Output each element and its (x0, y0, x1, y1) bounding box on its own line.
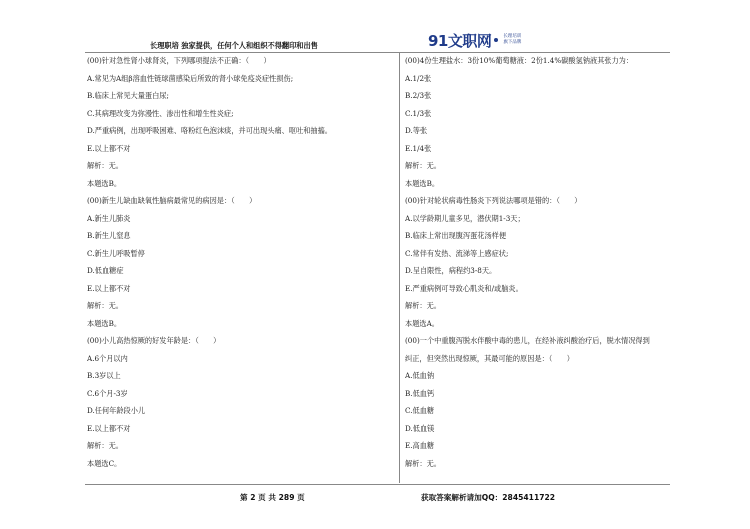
question-stem-line-2: 纠正，但突然出现惊厥，其最可能的原因是：（ ） (405, 353, 574, 363)
option-d: D.等张 (405, 126, 428, 135)
option-e: E.严重病例可导致心肌炎和/或脑炎。 (405, 283, 523, 293)
page-number: 第 2 页 共 289 页 (240, 493, 305, 502)
logo-tagline-1: 长理培训 (503, 34, 522, 39)
answer: 本题选B。 (405, 178, 440, 188)
option-a: A.6个月以内 (87, 353, 128, 363)
answer: 本题选B。 (87, 178, 122, 188)
logo-wordmark: 91文职网 (428, 31, 492, 50)
analysis: 解析：无。 (87, 301, 123, 310)
analysis: 解析：无。 (405, 458, 441, 468)
right-column (405, 52, 673, 472)
answer: 本题选C。 (87, 458, 122, 468)
option-d: D.低血糖症 (87, 266, 124, 275)
option-c: C.常伴有发热、流涕等上感症状; (405, 248, 509, 258)
option-d: D.低血镁 (405, 423, 435, 433)
option-b: B.2/3张 (405, 91, 432, 100)
option-a: A.1/2张 (405, 73, 432, 83)
question-stem: (00)针对轮状病毒性肠炎下列说法哪项是错的：（ ） (405, 196, 582, 205)
option-b: B.3岁以上 (87, 371, 121, 380)
option-e: E.高血糖 (405, 441, 435, 450)
option-a: A.低血钠 (405, 371, 435, 380)
option-c: C.1/3张 (405, 108, 432, 118)
logo-dot-icon (494, 38, 498, 42)
analysis: 解析：无。 (405, 301, 441, 310)
question-stem: (00)针对急性肾小球肾炎，下列哪项提法不正确：（ ） (87, 56, 271, 65)
analysis: 解析：无。 (405, 161, 441, 170)
footer-contact: 获取答案解析请加QQ：2845411722 (421, 493, 556, 502)
option-e: E.以上都不对 (87, 143, 131, 153)
column-divider (399, 53, 400, 483)
option-a: A.以学龄期儿童多见，潜伏期1-3天； (405, 213, 525, 223)
option-c: C.低血糖 (405, 406, 435, 415)
analysis: 解析：无。 (87, 441, 123, 450)
option-e: E.以上都不对 (87, 283, 131, 293)
answer: 本题选A。 (405, 318, 439, 328)
footer-rule (85, 484, 670, 485)
option-c: C.新生儿呼吸暂停 (87, 248, 145, 258)
option-d: D.任何年龄段小儿 (87, 406, 146, 415)
option-b: B.临床上常出现腹泻蛋花汤样便 (405, 231, 507, 240)
header-notice: 长理职培 独家提供，任何个人和组织不得翻印和出售 (150, 41, 318, 50)
option-a: A.常见为A组β溶血性链球菌感染后所致的肾小球免疫炎症性损伤; (87, 73, 294, 83)
option-b: B.新生儿窒息 (87, 231, 131, 240)
question-stem-line-1: (00)一个中重腹泻脱水伴酸中毒的患儿，在经补液纠酸治疗后，脱水情况得到 (405, 336, 650, 345)
option-d: D.呈自限性，病程约3-8天。 (405, 266, 497, 275)
left-column (87, 52, 392, 472)
option-b: B.临床上常见大量蛋白尿; (87, 91, 169, 100)
logo-tagline (503, 34, 521, 46)
answer: 本题选B。 (87, 318, 122, 328)
option-a: A.新生儿肺炎 (87, 213, 131, 223)
question-stem: (00)4份生理盐水：3份10%葡萄糖液：2份1.4%碳酸氢钠液其张力为： (405, 56, 634, 65)
option-b: B.低血钙 (405, 388, 435, 398)
question-stem: (00)新生儿缺血缺氧性脑病最常见的病因是：（ ） (87, 196, 257, 205)
option-c: C.其病理改变为弥漫性、渗出性和增生性炎症; (87, 108, 234, 118)
analysis: 解析：无。 (87, 161, 123, 170)
option-c: C.6个月-3岁 (87, 388, 128, 398)
option-e: E.1/4张 (405, 143, 432, 153)
question-stem: (00)小儿高热惊厥的好发年龄是：（ ） (87, 336, 221, 345)
option-d: D.严重病例，出现呼吸困难、咯粉红色泡沫痰，并可出现头痛、呕吐和抽搐。 (87, 126, 332, 135)
option-e: E.以上都不对 (87, 423, 131, 433)
site-logo (428, 30, 521, 50)
logo-tagline-2: 旗下品牌 (503, 40, 522, 45)
